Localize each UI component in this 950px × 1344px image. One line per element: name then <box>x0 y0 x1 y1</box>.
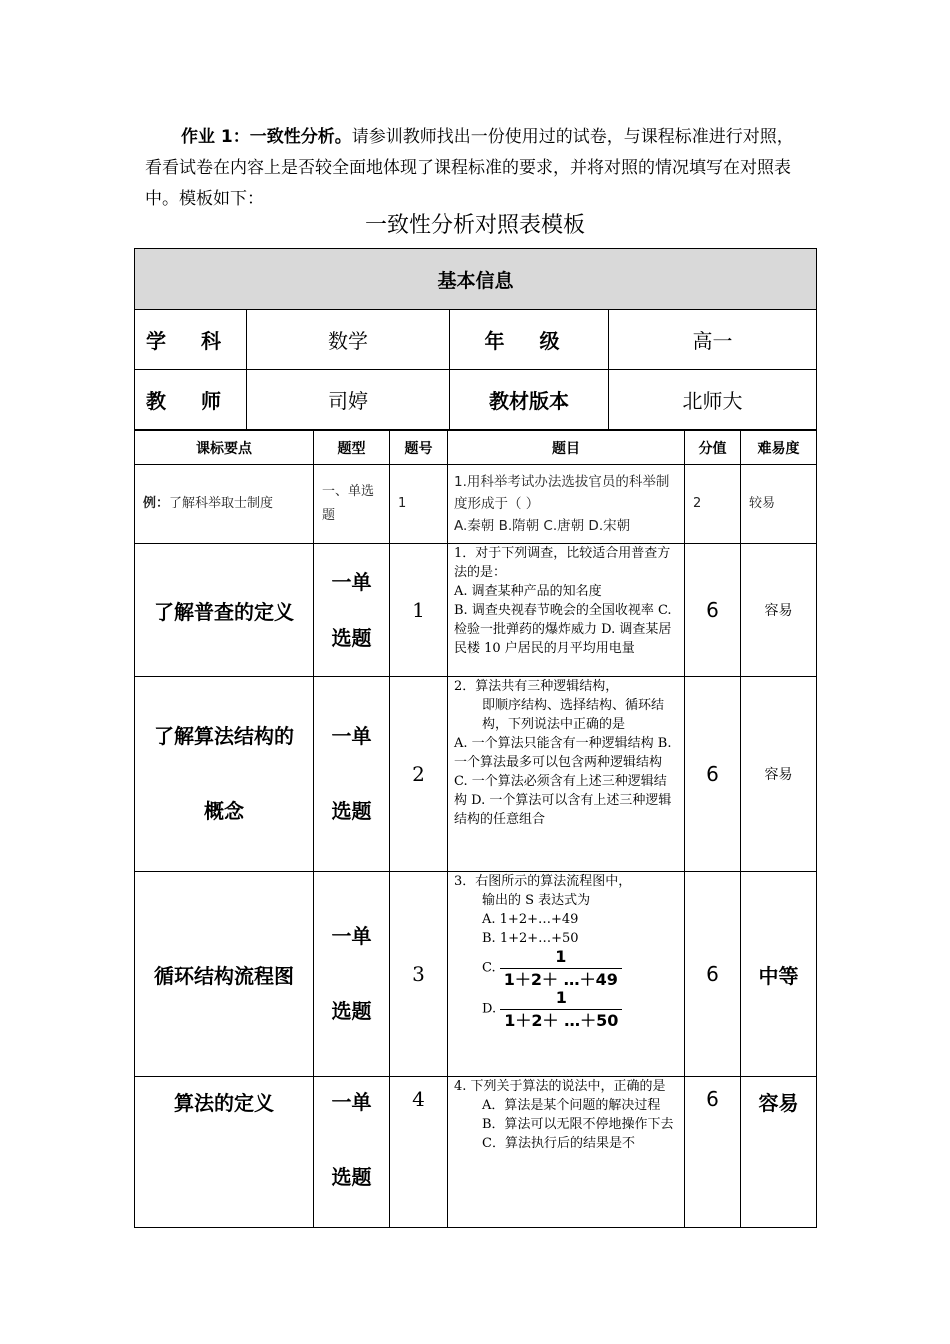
edition-value: 北师大 <box>609 370 817 430</box>
page-title: 一致性分析对照表模板 <box>364 213 585 238</box>
row1-question: 1．对于下列调查，比较适合用普查方法的是： A. 调查某种产品的知名度 B. 调查央视春节晚会的全国收视率 C. 检验一批弹药的爆炸威力 D. 调查某居民楼 10 户居民的月平均用电量 <box>448 544 685 677</box>
row2-point: 了解算法结构的 概念 <box>135 677 314 872</box>
row4-point: 算法的定义 <box>135 1077 314 1228</box>
fraction-c: $\frac{1}{1+2+ \dots+49}$ <box>500 948 622 989</box>
table-row <box>135 1077 817 1228</box>
row4-num: 4 <box>390 1077 448 1228</box>
teacher-label: 教 师 <box>135 370 247 430</box>
row4-type: 一单 选题 <box>314 1077 390 1228</box>
assignment-intro <box>145 122 805 215</box>
row4-score: 6 <box>685 1077 741 1228</box>
row3-num: 3 <box>390 872 448 1077</box>
row1-type: 一单 选题 <box>314 544 390 677</box>
basic-info-header: 基本信息 <box>135 249 817 310</box>
column-headers <box>135 431 817 465</box>
table-row <box>135 544 817 677</box>
row2-question: 2．算法共有三种逻辑结构， 即顺序结构、选择结构、循环结构，下列说法中正确的是 A. 一个算法只能含有一种逻辑结构 B. 一个算法最多可以包含两种逻辑结构 C. 一个算法必须含有上述三种逻辑结构 D. 一个算法可以含有上述三种逻辑结构的任意组合 <box>448 677 685 872</box>
col-header-type: 题型 <box>314 431 390 465</box>
col-header-question: 题目 <box>448 431 685 465</box>
assignment-text: 请参训教师找出一份使用过的试卷，与课程标准进行对照，看看试卷在内容上是否较全面地体现了课程标准的要求，并将对照的情况填写在对照表中。模板如下： <box>145 127 794 209</box>
row4-difficulty: 容易 <box>741 1077 817 1228</box>
row1-difficulty: 容易 <box>741 544 817 677</box>
edition-label: 教材版本 <box>450 370 609 430</box>
assignment-lead: 作业 1：一致性分析。 <box>181 127 352 147</box>
subject-label: 学 科 <box>135 310 247 370</box>
row2-num: 2 <box>390 677 448 872</box>
row3-point: 循环结构流程图 <box>135 872 314 1077</box>
example-point: 例：了解科举取士制度 <box>135 465 314 544</box>
teacher-value: 司婷 <box>247 370 450 430</box>
fraction-d: $\frac{1}{1+2+ \dots+50}$ <box>500 989 622 1030</box>
example-type: 一、单选题 <box>314 465 390 544</box>
example-difficulty: 较易 <box>741 465 817 544</box>
row3-type: 一单 选题 <box>314 872 390 1077</box>
example-num: 1 <box>390 465 448 544</box>
col-header-score: 分值 <box>685 431 741 465</box>
col-header-difficulty: 难易度 <box>741 431 817 465</box>
example-question: 1.用科举考试办法选拔官员的科举制度形成于（ ） A.秦朝 B.隋朝 C.唐朝 D.宋朝 <box>448 465 685 544</box>
row2-difficulty: 容易 <box>741 677 817 872</box>
example-row <box>135 465 817 544</box>
row4-question: 4. 下列关于算法的说法中，正确的是 A．算法是某个问题的解决过程 B．算法可以无限不停地操作下去 C．算法执行后的结果是不 <box>448 1077 685 1228</box>
row3-score: 6 <box>685 872 741 1077</box>
table-row <box>135 872 817 1077</box>
row2-score: 6 <box>685 677 741 872</box>
row1-score: 6 <box>685 544 741 677</box>
grade-label: 年 级 <box>450 310 609 370</box>
table-row <box>135 677 817 872</box>
consistency-table <box>134 248 817 430</box>
question-table <box>134 430 817 1228</box>
subject-value: 数学 <box>247 310 450 370</box>
example-score: 2 <box>685 465 741 544</box>
row3-difficulty: 中等 <box>741 872 817 1077</box>
row2-type: 一单 选题 <box>314 677 390 872</box>
row1-point: 了解普查的定义 <box>135 544 314 677</box>
col-header-point: 课标要点 <box>135 431 314 465</box>
grade-value: 高一 <box>609 310 817 370</box>
row3-question: 3．右图所示的算法流程图中， 输出的 S 表达式为 A. 1+2+…+49 B. 1+2+…+50 C. $\frac{1}{1+2+ \dots+49}$ D. $\frac{1}{1+2+ \dots+50}$ <box>448 872 685 1077</box>
col-header-num: 题号 <box>390 431 448 465</box>
row1-num: 1 <box>390 544 448 677</box>
